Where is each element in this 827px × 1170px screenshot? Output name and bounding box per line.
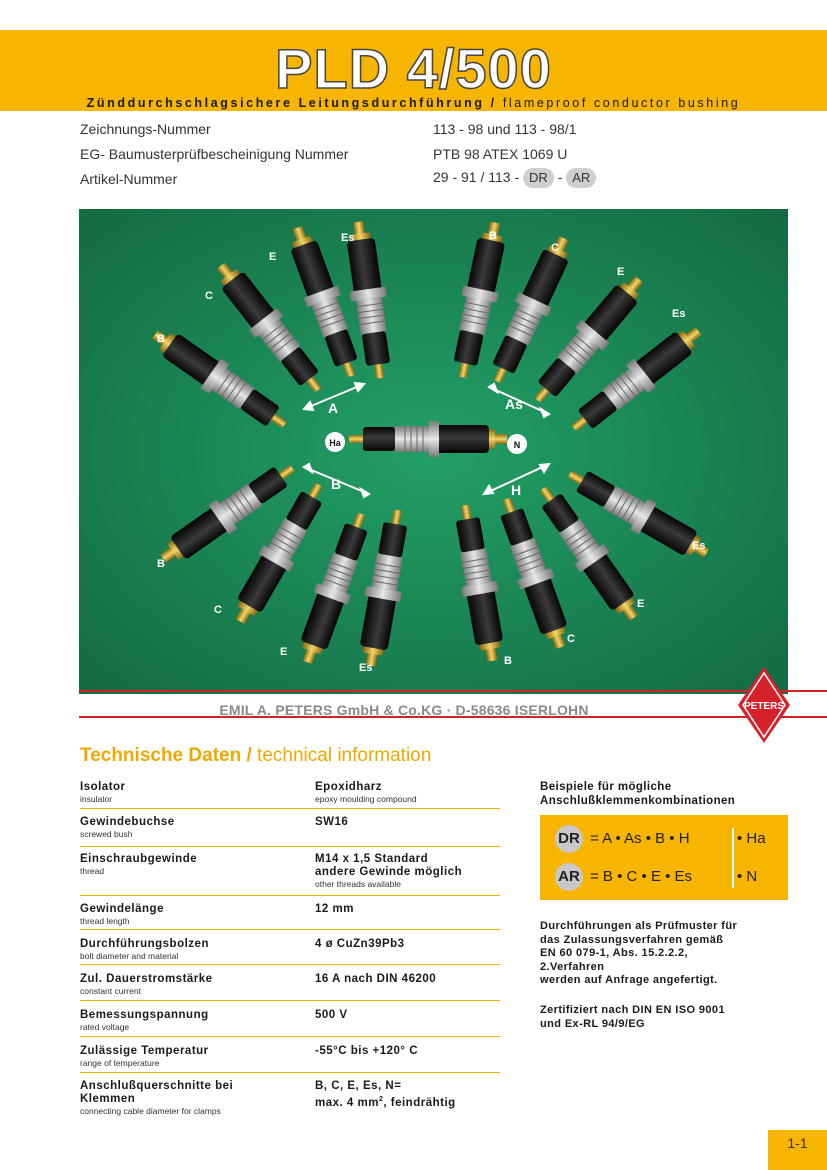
- examples-divider: [732, 828, 734, 888]
- red-line-top: [79, 690, 827, 692]
- label-ul-es: Es: [341, 232, 355, 244]
- label-ur-e: E: [617, 266, 625, 278]
- subtitle-de: Zünddurchschlagsichere Leitungsdurchführung: [86, 96, 485, 110]
- peters-logo: [737, 666, 791, 744]
- tech-row-bolt: Durchführungsbolzen bolt diameter and material 4 ø CuZn39Pb3: [80, 938, 500, 965]
- drawing-number-label: Zeichnungs-Nummer: [80, 121, 211, 137]
- label-ul-c: C: [205, 290, 213, 302]
- tech-row-temperature: Zulässige Temperatur range of temperature -55°C bis +120° C: [80, 1045, 500, 1073]
- label-ll-es: Es: [359, 662, 373, 674]
- label-ul-e: E: [269, 251, 277, 263]
- circle-dr: DR: [555, 825, 583, 853]
- company-name: EMIL A. PETERS GmbH & Co.KG · D-58636 ISERLOHN: [219, 702, 589, 718]
- center-label-n: N: [513, 440, 521, 450]
- certificate-number-label: EG- Baumusterprüfbescheinigung Nummer: [80, 146, 349, 162]
- article-number-label: Artikel-Nummer: [80, 171, 178, 187]
- product-photo-illustration: [79, 209, 788, 694]
- circle-ar: AR: [555, 863, 583, 891]
- label-lr-e: E: [637, 598, 645, 610]
- pill-dr: DR: [523, 168, 554, 188]
- tech-row-isolator: Isolator insulator Epoxidharz epoxy moulding compound: [80, 781, 500, 809]
- arrow-label-a: A: [328, 400, 339, 416]
- note-certification: Zertifiziert nach DIN EN ISO 9001 und Ex-RL 94/9/EG: [540, 1004, 725, 1030]
- page-title: PLD 4/500: [275, 37, 552, 100]
- combo-ar: = B • C • E • Es: [590, 868, 693, 885]
- label-lr-c: C: [567, 633, 575, 645]
- pill-ar: AR: [566, 168, 596, 188]
- tech-title-de: Technische Daten /: [80, 745, 252, 766]
- article-prefix: 29 - 91 / 113 -: [433, 169, 520, 185]
- arrow-label-h: H: [511, 482, 522, 498]
- certificate-number-value: PTB 98 ATEX 1069 U: [433, 146, 568, 162]
- combo-ar-extra: • N: [737, 868, 758, 885]
- tech-title-en: technical information: [257, 745, 432, 766]
- tech-row-screwed-bush: Gewindebuchse screwed bush SW16: [80, 816, 500, 847]
- label-ll-b: B: [157, 558, 165, 570]
- page-number: 1-1: [768, 1130, 827, 1170]
- examples-box: [540, 815, 788, 900]
- note-test-samples: Durchführungen als Prüfmuster für das Zulassungsverfahren gemäß EN 60 079-1, Abs. 15.2.2.2, 2.Verfahren werden auf Anfrage angefertigt.: [540, 920, 738, 986]
- tech-row-thread: Einschraubgewinde thread M14 x 1,5 Standard andere Gewinde möglich other threads available: [80, 853, 500, 896]
- arrow-label-b: B: [331, 476, 342, 492]
- label-ur-b: B: [489, 230, 497, 242]
- tech-title: [80, 744, 431, 768]
- tech-row-thread-length: Gewindelänge thread length 12 mm: [80, 903, 500, 930]
- tech-row-voltage: Bemessungspannung rated voltage 500 V: [80, 1009, 500, 1037]
- label-ll-e: E: [280, 646, 288, 658]
- label-lr-es: Es: [692, 540, 706, 552]
- center-label-ha: Ha: [329, 438, 341, 448]
- arrow-label-as: As: [505, 396, 523, 412]
- label-lr-b: B: [504, 655, 512, 667]
- label-ul-b: B: [157, 333, 165, 345]
- examples-title: Beispiele für mögliche Anschlußklemmenkombinationen: [540, 781, 736, 807]
- product-photo: [79, 209, 788, 694]
- combo-dr: = A • As • B • H: [590, 830, 690, 847]
- article-dash: -: [557, 169, 563, 185]
- article-number-value: [433, 168, 596, 188]
- label-ur-c: C: [551, 242, 559, 254]
- subtitle: [0, 96, 827, 110]
- tech-row-cable: Anschlußquerschnitte bei Klemmen connecting cable diameter for clamps B, C, E, Es, N= max. 4 $mm^2$, feindrähtig: [80, 1080, 456, 1116]
- subtitle-en: flameproof conductor bushing: [502, 96, 741, 110]
- drawing-number-value: 113 - 98 und 113 - 98/1: [433, 121, 577, 137]
- label-ur-es: Es: [672, 308, 686, 320]
- tech-row-current: Zul. Dauerstromstärke constant current 16 A nach DIN 46200: [80, 973, 500, 1001]
- combo-dr-extra: • Ha: [737, 830, 766, 847]
- svg-text:PETERS: PETERS: [743, 701, 785, 712]
- subtitle-sep: /: [490, 96, 497, 110]
- label-ll-c: C: [214, 604, 222, 616]
